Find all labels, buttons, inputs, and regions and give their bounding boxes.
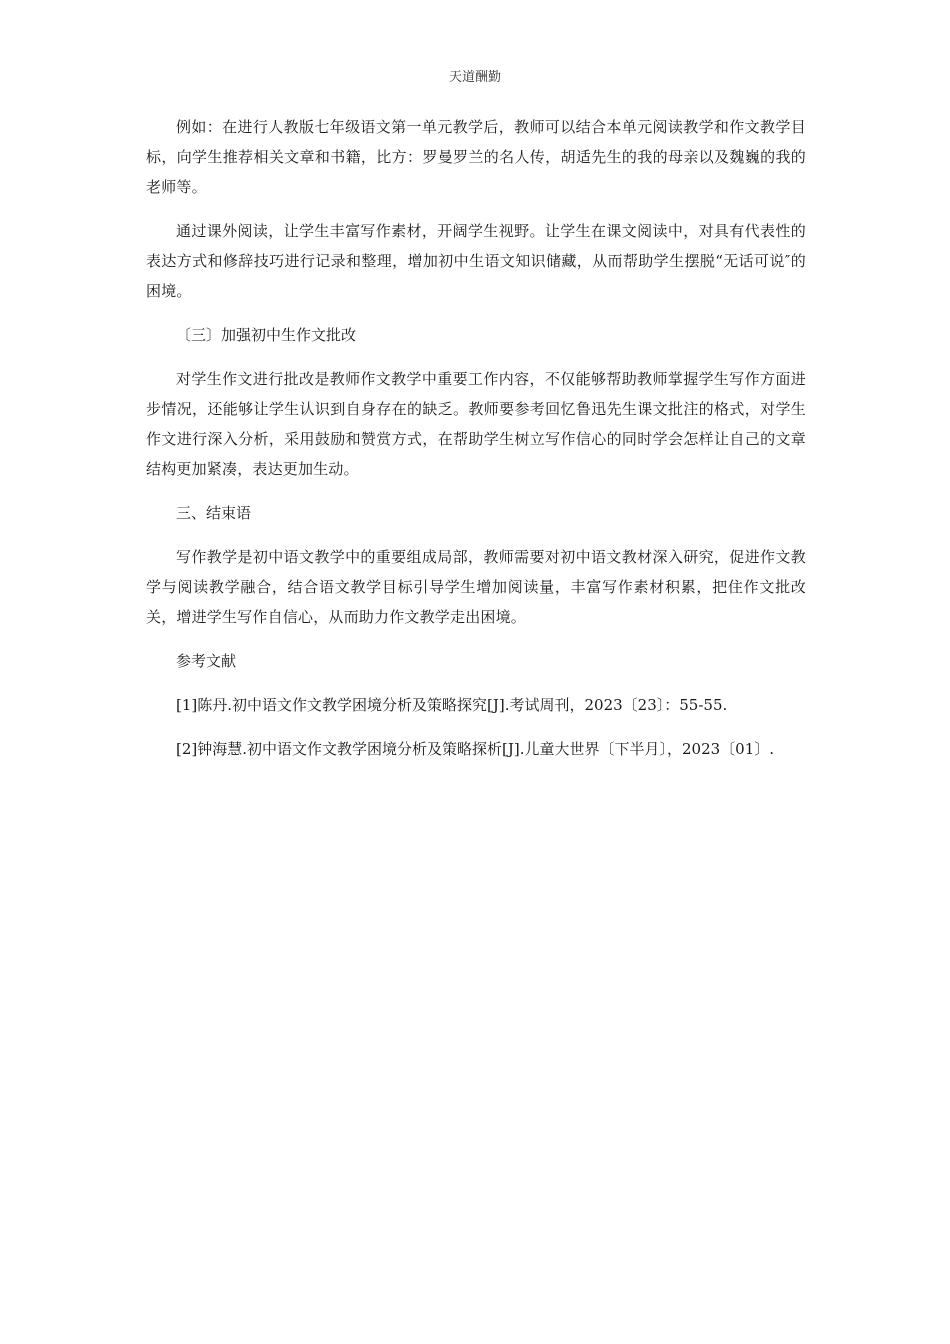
paragraph-extracurricular-reading: 通过课外阅读，让学生丰富写作素材，开阔学生视野。让学生在课文阅读中，对具有代表性的表达方式和修辞技巧进行记录和整理，增加初中生语文知识储藏，从而帮助学生摆脱“无话可说″的困境。: [146, 222, 806, 300]
reference-item-1: [1]陈丹.初中语文作文教学困境分析及策略探究[J].考试周刊，2023〔23〕：55-55.: [176, 696, 728, 714]
reference-item-2: [2]钟海慧.初中语文作文教学困境分析及策略探析[J].儿童大世界〔下半月〕，2023〔01〕.: [176, 740, 775, 758]
paragraph-conclusion: 写作教学是初中语文教学中的重要组成局部，教师需要对初中语文教材深入研究，促进作文教学与阅读教学融合，结合语文教学目标引导学生增加阅读量，丰富写作素材积累，把住作文批改关，增进学生写作自信心，从而助力作文教学走出困境。: [146, 548, 806, 626]
paragraph-essay-correction: 对学生作文进行批改是教师作文教学中重要工作内容，不仅能够帮助教师掌握学生写作方面进步情况，还能够让学生认识到自身存在的缺乏。教师要参考回忆鲁迅先生课文批注的格式，对学生作文进行深入分析，采用鼓励和赞赏方式，在帮助学生树立写作信心的同时学会怎样让自己的文章结构更加紧凑，表达更加生动。: [146, 370, 806, 478]
section-heading-essay-correction: 〔三〕加强初中生作文批改: [176, 326, 357, 344]
paragraph-example: 例如：在进行人教版七年级语文第一单元教学后，教师可以结合本单元阅读教学和作文教学目标，向学生推荐相关文章和书籍，比方：罗曼罗兰的名人传，胡适先生的我的母亲以及魏巍的我的老师等。: [146, 118, 806, 196]
section-heading-conclusion: 三、结束语: [176, 504, 252, 522]
page-header: 天道酬勤: [448, 70, 501, 85]
section-heading-references: 参考文献: [176, 652, 237, 670]
document-body: [146, 112, 806, 778]
